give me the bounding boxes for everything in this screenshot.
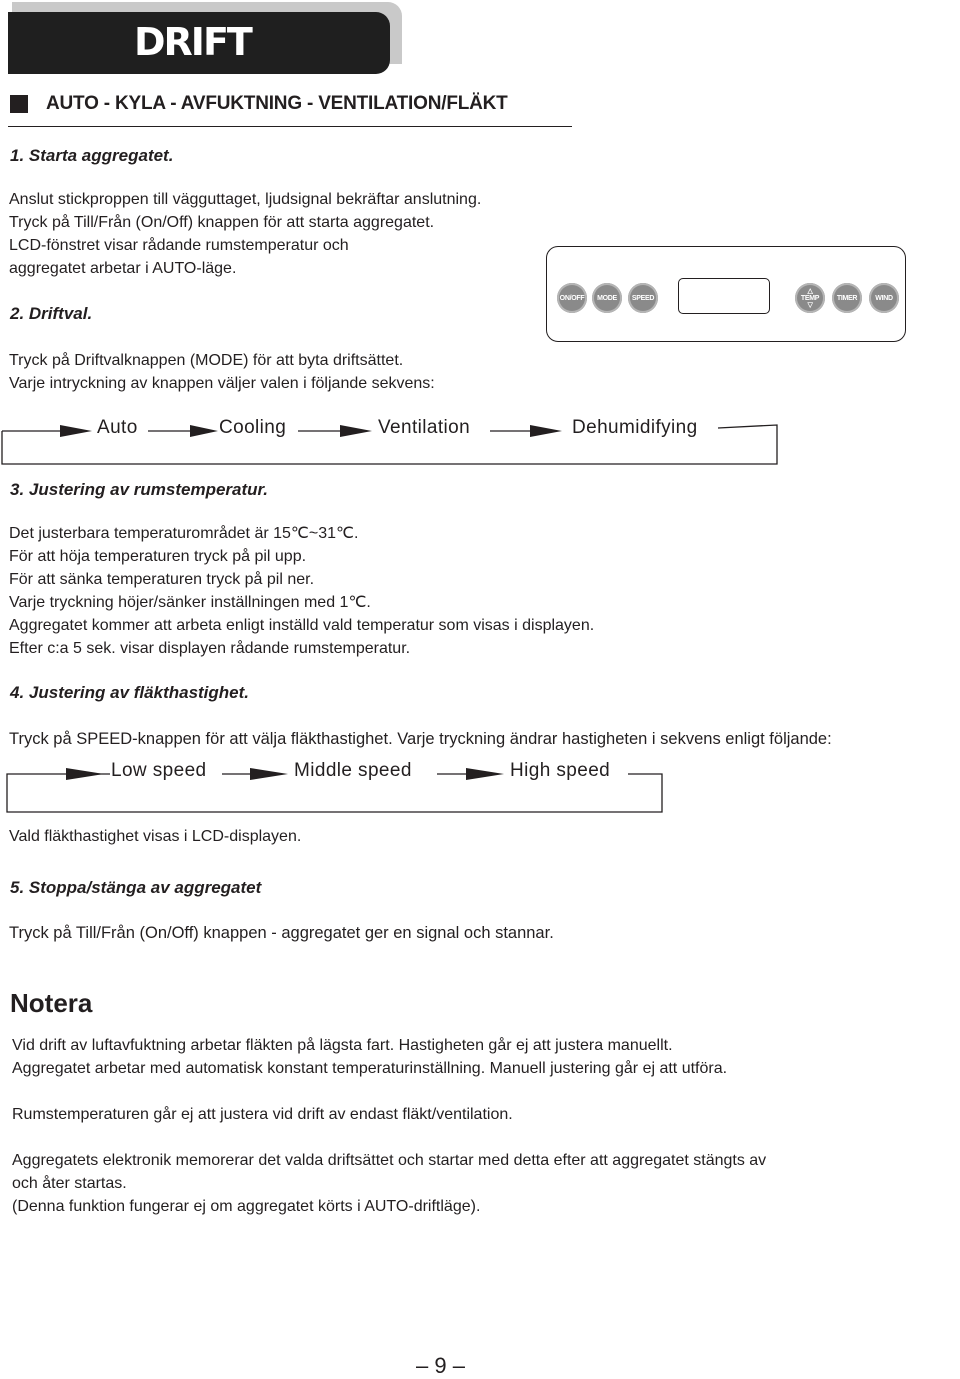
step5-heading: 5. Stoppa/stänga av aggregatet (10, 878, 262, 897)
arrow-right-icon (250, 768, 288, 780)
step3-text (9, 522, 594, 660)
speed-high-label: High speed (510, 760, 611, 781)
step4-heading: 4. Justering av fläkthastighet. (10, 683, 250, 702)
triangle-down-icon: ▽ (807, 301, 813, 309)
page-title: DRIFT (134, 20, 251, 64)
step2-heading: 2. Driftval. (10, 304, 93, 323)
timer-button[interactable]: TIMER (832, 283, 862, 313)
note-paragraph-3 (12, 1149, 766, 1218)
step3-line: För att höja temperaturen tryck på pil upp. (9, 548, 307, 565)
mode-ventilation-label: Ventilation (378, 417, 471, 438)
temp-button-label: TEMP (800, 294, 820, 302)
page-number (416, 1353, 465, 1379)
note-line: (Denna funktion fungerar ej om aggregatet körts i AUTO-driftläge). (12, 1198, 481, 1215)
speed-button[interactable]: SPEED (628, 283, 658, 313)
step1-line: Anslut stickproppen till vägguttaget, ljudsignal bekräftar anslutning. (9, 191, 482, 208)
note-title: Notera (10, 988, 93, 1018)
arrow-right-icon (466, 768, 504, 780)
speed-middle-label: Middle speed (294, 760, 412, 781)
mode-button[interactable]: MODE (592, 283, 622, 313)
step4-intro: Tryck på SPEED-knappen för att välja fläkthastighet. Varje tryckning ändrar hastigheten i sekvens enligt följande: (9, 730, 832, 748)
step1-line: aggregatet arbetar i AUTO-läge. (9, 260, 237, 277)
note-line: Vid drift av luftavfuktning arbetar fläkten på lägsta fart. Hastigheten går ej att justera manuellt. (12, 1037, 673, 1054)
step4-after: Vald fläkthastighet visas i LCD-displayen. (9, 828, 302, 845)
arrow-right-icon (340, 425, 372, 437)
step1-line: LCD-fönstret visar rådande rumstemperatur och (9, 237, 349, 254)
step3-heading: 3. Justering av rumstemperatur. (10, 480, 268, 499)
step3-line: Det justerbara temperaturområdet är 15℃~31℃. (9, 525, 359, 542)
step3-line: För att sänka temperaturen tryck på pil ner. (9, 571, 315, 588)
note-paragraph-1 (12, 1034, 727, 1080)
triangle-up-icon: △ (807, 287, 813, 295)
step2-line: Varje intryckning av knappen väljer valen i följande sekvens: (9, 375, 435, 392)
step2-line: Tryck på Driftvalknappen (MODE) för att byta driftsättet. (9, 352, 404, 369)
note-line: och åter startas. (12, 1175, 127, 1192)
page-number-value: 9 (434, 1353, 447, 1378)
section-title: AUTO - KYLA - AVFUKTNING - VENTILATION/FLÄKT (46, 93, 508, 114)
page-dash-left: – (416, 1353, 435, 1378)
note-line: Aggregatets elektronik memorerar det valda driftsättet och startar med detta efter att aggregatet stängts av (12, 1152, 767, 1169)
page-dash-right: – (446, 1353, 465, 1378)
mode-dehumidifying-label: Dehumidifying (572, 417, 698, 438)
arrow-right-icon (66, 768, 104, 780)
step1-line: Tryck på Till/Från (On/Off) knappen för att starta aggregatet. (9, 214, 435, 231)
mode-cooling-label: Cooling (219, 417, 287, 438)
step1-heading: 1. Starta aggregatet. (10, 146, 174, 165)
note-paragraph-2: Rumstemperaturen går ej att justera vid drift av endast fläkt/ventilation. (12, 1106, 513, 1123)
mode-auto-label: Auto (97, 417, 138, 438)
wind-button[interactable]: WIND (869, 283, 899, 313)
step3-line: Efter c:a 5 sek. visar displayen rådande rumstemperatur. (9, 640, 411, 657)
arrow-right-icon (530, 425, 562, 437)
arrow-right-icon (60, 425, 92, 437)
on-off-button[interactable]: ON/OFF (557, 283, 587, 313)
note-line: Aggregatet arbetar med automatisk konstant temperaturinställning. Manuell justering går ej att utföra. (12, 1060, 728, 1077)
speed-low-label: Low speed (111, 760, 207, 781)
arrow-right-icon (190, 425, 218, 437)
step5-text: Tryck på Till/Från (On/Off) knappen - aggregatet ger en signal och stannar. (9, 924, 554, 942)
step3-line: Varje tryckning höjer/sänker inställningen med 1℃. (9, 594, 371, 611)
step3-line: Aggregatet kommer att arbeta enligt inställd vald temperatur som visas i displayen. (9, 617, 595, 634)
